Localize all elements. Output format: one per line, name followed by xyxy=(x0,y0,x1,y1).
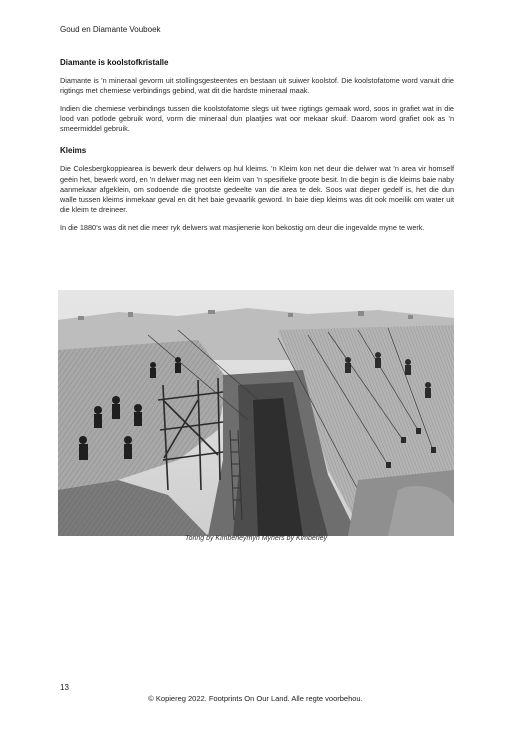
paragraph: Die Colesbergkoppiearea is bewerk deur delwers op hul kleims. ’n Kleim kon net deur die delwer wat ’n area vir homself geëin het, bewerk word, en ’n delwer mag net een kleim van ’n spesifieke groote besit. In die begin is die kleims baie naby aanmekaar afgeklein, om sodoende die grootste gedeelte van die area te dek. Soos wat dieper gedelf is, het die dun walle tussen kleims inmekaar geval en dit het baie gevaarlik geword. In baie diep kleims was dit ook moeilik om water uit die kleim te dreineer. xyxy=(60,164,454,214)
paragraph: Diamante is ’n mineraal gevorm uit stollingsgesteentes en bestaan uit suiwer koolstof. Die koolstofatome word vanuit drie rigtings met chemiese verbindings gebind, wat dit die hardste mineraal maak. xyxy=(60,76,454,96)
running-header: Goud en Diamante Vouboek xyxy=(60,25,161,34)
main-content xyxy=(60,58,454,241)
figure-caption: Toring by Kimberleymyn Myners by Kimberley xyxy=(184,535,328,542)
paragraph: In die 1880’s was dit net die meer ryk delwers wat masjienerie kon bekostig om deur die ingevalde myne te werk. xyxy=(60,222,425,232)
paragraph: Indien die chemiese verbindings tussen die koolstofatome slegs uit twee rigtings gemaak word, soos in grafiet wat in die lood van potlode gebruik word, vorm die mineraal dun plaatjies wat oor mekaar skuif. Daarom word grafiet ook as ’n smeermiddel gebruik. xyxy=(60,104,454,134)
mine-engraving-image xyxy=(58,290,454,536)
page-number: 13 xyxy=(60,683,69,692)
section-heading-diamonds: Diamante is koolstofkristalle xyxy=(60,58,169,67)
copyright-footer: © Kopiereg 2022. Footprints On Our Land. Alle regte voorbehou. xyxy=(148,694,363,703)
section-heading-claims: Kleims xyxy=(60,146,87,156)
